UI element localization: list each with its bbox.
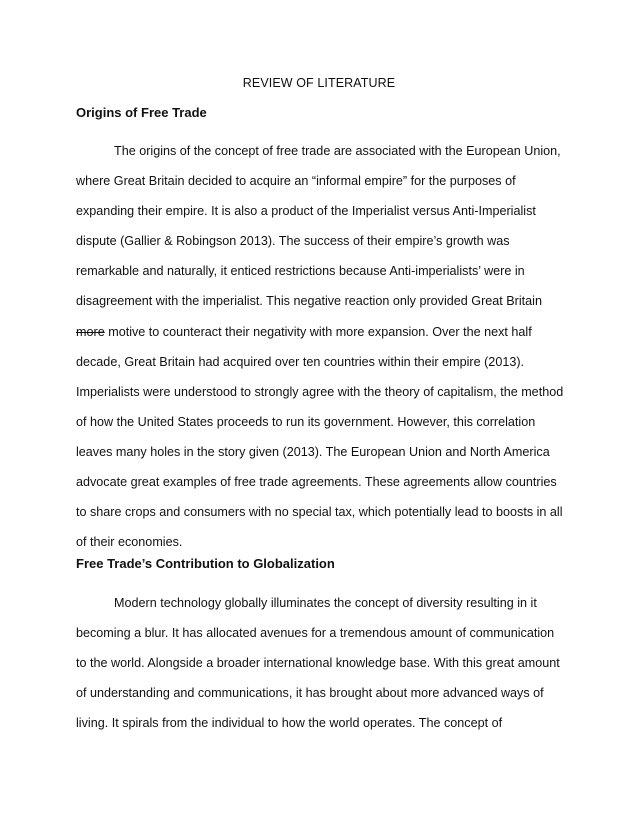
text-line: becoming a blur. It has allocated avenues for a tremendous amount of communication <box>76 626 555 641</box>
text-line: The origins of the concept of free trade are associated with the European Union, <box>114 144 561 158</box>
text-line: Modern technology globally illuminates the concept of diversity resulting in it <box>114 596 537 610</box>
text-line: disagreement with the imperialist. This negative reaction only provided Great Britain <box>76 294 542 309</box>
struck-word: more <box>76 324 105 339</box>
text-line: expanding their empire. It is also a product of the Imperialist versus Anti-Imperialist <box>76 204 536 219</box>
text-line-rest: motive to counteract their negativity with more expansion. Over the next half <box>104 324 532 339</box>
text-line: living. It spirals from the individual to how the world operates. The concept of <box>76 716 503 731</box>
text-line: dispute (Gallier & Robingson 2013). The success of their empire’s growth was <box>76 234 510 249</box>
text-line: where Great Britain decided to acquire an “informal empire” for the purposes of <box>76 174 516 189</box>
text-line: remarkable and naturally, it enticed restrictions because Anti-imperialists’ were in <box>76 264 525 279</box>
section-heading-globalization: Free Trade’s Contribution to Globalization <box>76 556 335 571</box>
paragraph-globalization <box>76 596 568 746</box>
text-line: of understanding and communications, it has brought about more advanced ways of <box>76 686 544 701</box>
text-line: advocate great examples of free trade agreements. These agreements allow countries <box>76 475 557 490</box>
text-line: of their economies. <box>76 535 183 550</box>
section-heading-origins: Origins of Free Trade <box>76 105 207 120</box>
text-line: decade, Great Britain had acquired over ten countries within their empire (2013). <box>76 354 525 369</box>
text-line <box>76 325 568 355</box>
text-line: Imperialists were understood to strongly agree with the theory of capitalism, the method <box>76 384 564 399</box>
text-line: to the world. Alongside a broader international knowledge base. With this great amount <box>76 656 560 671</box>
paragraph-origins <box>76 144 568 565</box>
text-line: of how the United States proceeds to run its government. However, this correlation <box>76 414 536 429</box>
text-line: to share crops and consumers with no special tax, which potentially lead to boosts in all <box>76 505 563 520</box>
text-line: leaves many holes in the story given (2013). The European Union and North America <box>76 444 550 459</box>
document-title: REVIEW OF LITERATURE <box>242 76 396 90</box>
